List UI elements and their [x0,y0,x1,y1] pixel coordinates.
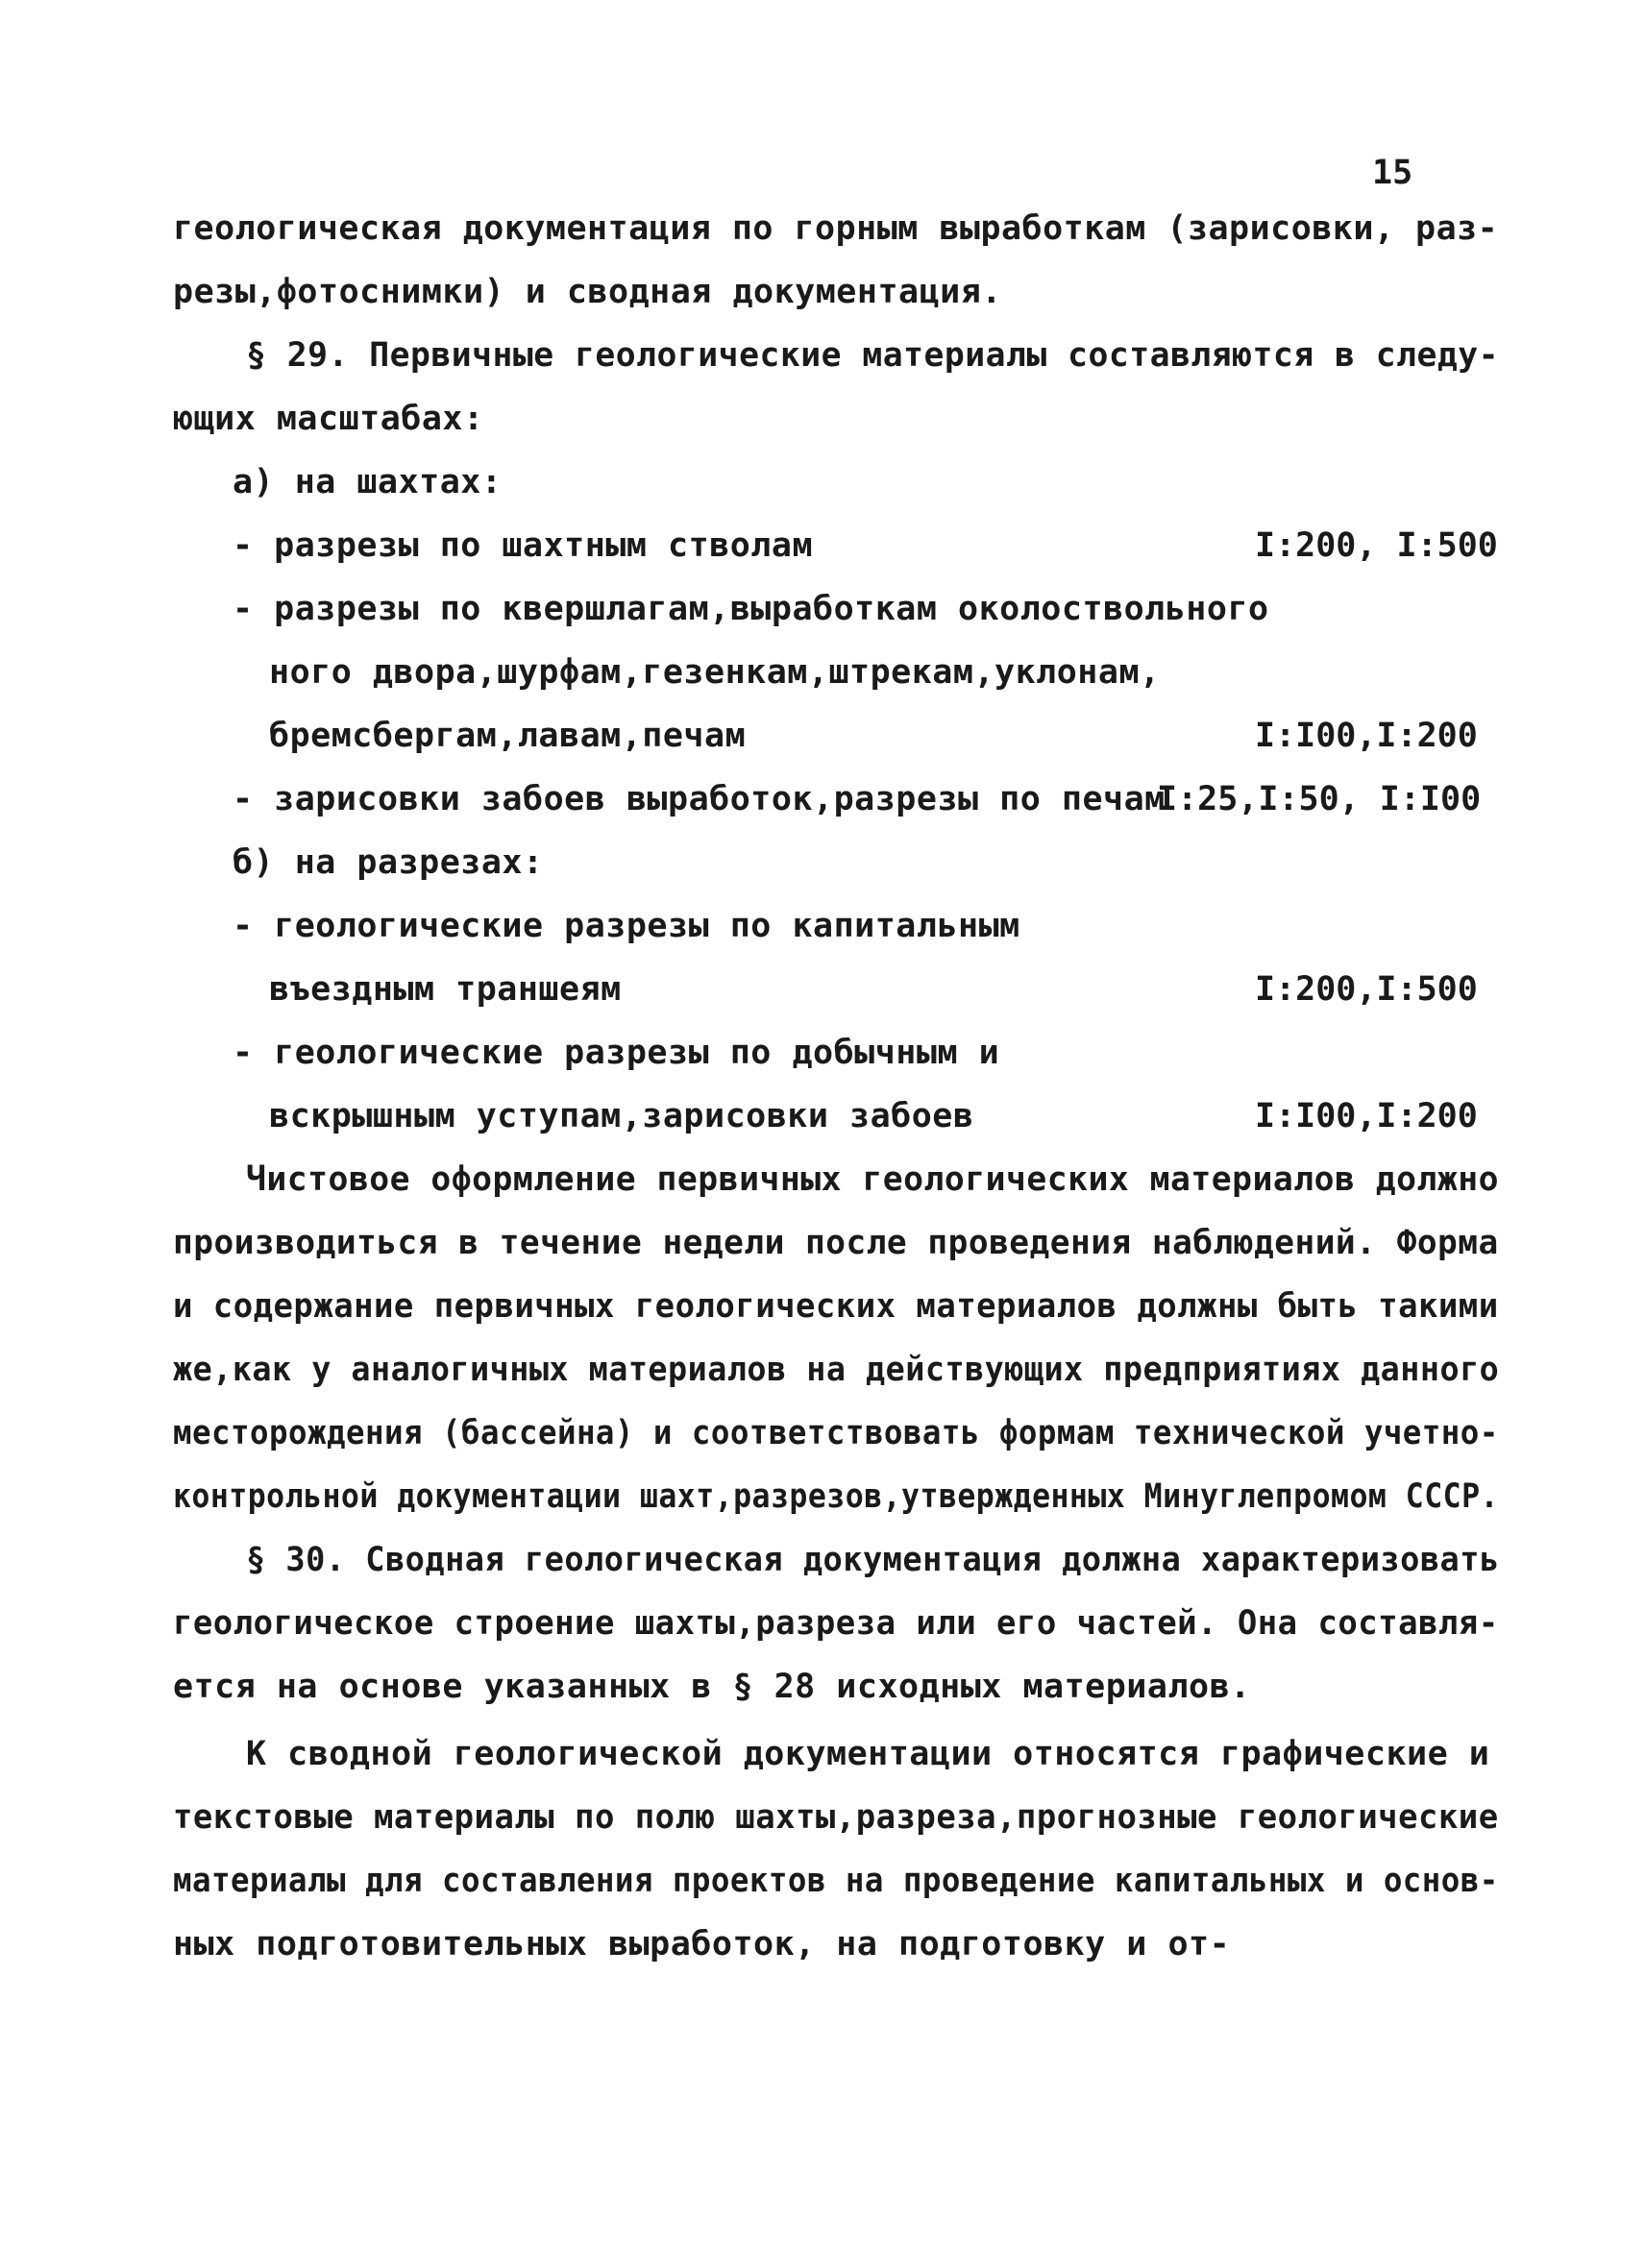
text-line-5: а) на шахтах: [233,463,503,501]
scale-2: I:I00,I:200 [1255,717,1478,755]
text-line-15: вскрышным уступам,зарисовки забоев [269,1097,974,1135]
text-line-12: - геологические разрезы по капитальным [233,907,1020,945]
page-number: 15 [1372,154,1413,192]
text-line-16: Чистовое оформление первичных геологических материалов должно [246,1160,1500,1199]
scale-4: I:200,I:500 [1255,970,1478,1009]
text-line-27: материалы для составления проектов на проведение капитальных и основ- [173,1862,1499,1900]
scale-3: I:25,I:50, I:I00 [1157,780,1482,818]
scale-1: I:200, I:500 [1255,526,1498,565]
text-line-1: геологическая документация по горным выработкам (зарисовки, раз- [173,209,1499,248]
text-line-14: - геологические разрезы по добычным и [233,1034,1000,1072]
text-line-17: производиться в течение недели после проведения наблюдений. Форма [173,1224,1499,1262]
text-line-23: геологическое строение шахты,разреза или его частей. Она составля- [173,1604,1499,1643]
text-line-11: б) на разрезах: [233,843,544,882]
text-line-6: - разрезы по шахтным стволам [233,526,814,565]
text-line-13: въездным траншеям [269,970,622,1009]
scale-5: I:I00,I:200 [1255,1097,1478,1135]
text-line-9: бремсбергам,лавам,печам [269,717,747,755]
text-line-18: и содержание первичных геологических материалов должны быть такими [173,1287,1499,1326]
text-line-19: же,как у аналогичных материалов на действующих предприятиях данного [173,1351,1500,1389]
text-line-26: текстовые материалы по полю шахты,разреза,прогнозные геологические [173,1798,1499,1837]
text-line-25: К сводной геологической документации относятся графические и [246,1735,1490,1773]
text-line-4: ющих масштабах: [173,400,484,438]
text-line-28: ных подготовительных выработок, на подготовку и от- [173,1925,1231,1963]
text-line-8: ного двора,шурфам,гезенкам,штрекам,уклонам, [269,653,1161,692]
text-line-2: резы,фотоснимки) и сводная документация. [173,273,1002,311]
text-line-10: - зарисовки забоев выработок,разрезы по печам [233,780,1166,818]
text-line-20: месторождения (бассейна) и соответствовать формам технической учетно- [173,1414,1499,1452]
text-line-7: - разрезы по квершлагам,выработкам околоствольного [233,590,1269,628]
text-line-3: § 29. Первичные геологические материалы составляются в следу- [246,336,1500,375]
text-line-22: § 30. Сводная геологическая документация должна характеризовать [246,1541,1500,1579]
text-line-24: ется на основе указанных в § 28 исходных материалов. [173,1668,1251,1706]
text-line-21: контрольной документации шахт,разрезов,утвержденных Минуглепромом СССР. [173,1477,1499,1516]
